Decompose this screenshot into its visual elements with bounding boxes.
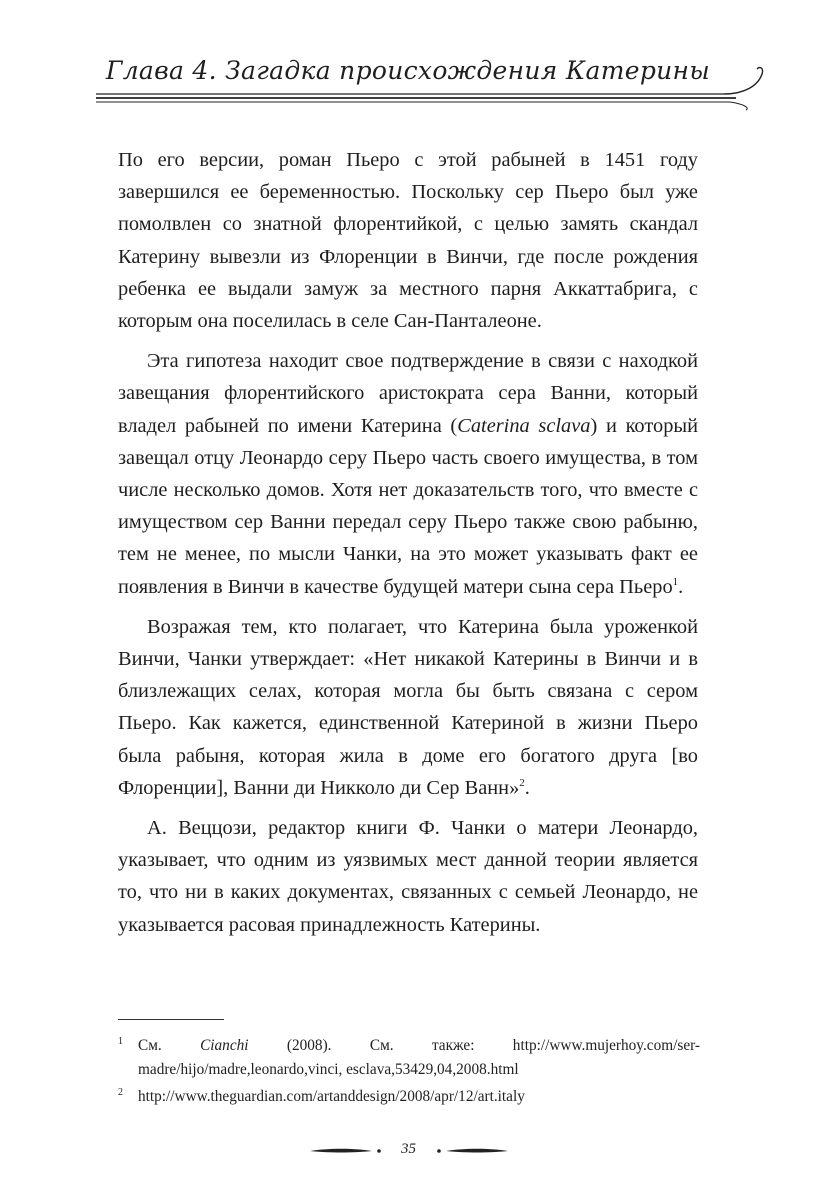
paragraph-4: А. Веццози, редактор книги Ф. Чанки о матери Леонардо, указывает, что одним из уязвимых мест данной теории является то, что ни в каких документах, связанных с семьей Леонардо, не указывается расовая принадлежность Катерины.: [118, 817, 698, 936]
footnote-1-author: Cianchi: [200, 1037, 249, 1054]
body-text: [118, 144, 698, 949]
footnote-1-prefix: См.: [138, 1037, 201, 1054]
chapter-title: Глава 4. Загадка происхождения Катерины: [105, 56, 710, 85]
paragraph-1: По его версии, роман Пьеро с этой рабыней в 1451 году завершился ее беременностью. Поскольку сер Пьеро был уже помолвлен со знатной флорентийкой, с целью замять скандал Катерину вывезли из Флоренции в Винчи, где после рождения ребенка ее выдали замуж за местного парня Аккаттабрига, с которым она поселилась в селе Сан-Панталеоне.: [118, 149, 698, 333]
footnote-2: [118, 1085, 700, 1109]
footnote-ref-2[interactable]: 2: [519, 776, 525, 789]
footnote-1-text: [138, 1034, 700, 1081]
footer-ornament-right: [432, 1140, 510, 1160]
footnotes: [118, 1034, 700, 1113]
footnote-separator: [118, 1019, 224, 1020]
paragraph-2-latin-term: Caterina sclava: [457, 414, 591, 437]
footnote-1: [118, 1034, 700, 1081]
footnote-ref-1[interactable]: 1: [672, 575, 679, 588]
footnote-1-mark: 1: [118, 1036, 123, 1047]
paragraph-2: Эта гипотеза находит свое подтверждение в связи с находкой завещания флорентийского аристократа сера Ванни, который владел рабыней по имени Катерина (Caterina sclava) и который завещал отцу Леонардо серу Пьеро часть своего имущества, в том числе несколько домов. Хотя нет доказательств того, что вместе с имуществом сер Ванни передал серу Пьеро также свою рабыню, тем не менее, по мысли Чанки, на это может указывать факт ее появления в Винчи в качестве будущей матери сына сера Пьеро$^1$.: [118, 350, 699, 598]
footnote-2-link[interactable]: http://www.theguardian.com/artanddesign/2008/apr/12/art.italy: [138, 1088, 525, 1105]
page-footer: [0, 1140, 817, 1164]
footnote-1-link[interactable]: (2008). См. также: http://www.mujerhoy.com/ser-madre/hijo/madre,leonardo,vinci, esclava,53429,04,2008.html: [138, 1037, 700, 1078]
paragraph-2-text-a: Эта гипотеза находит свое подтверждение в связи с находкой завещания флорентийского аристократа сера Ванни, который владел рабыней по имени Катерина (: [118, 350, 698, 437]
page-number: 35: [401, 1141, 416, 1157]
paragraph-2-text-b: ) и который завещал отцу Леонардо серу Пьеро часть своего имущества, в том числе несколько домов. Хотя нет доказательств того, что вместе с имуществом сер Ванни передал серу Пьеро также свою рабыню, тем не менее, по мысли Чанки, на это может указывать факт ее появления в Винчи в качестве будущей матери сына сера Пьеро: [118, 414, 699, 598]
running-header: [96, 36, 768, 114]
paragraph-3-text: Возражая тем, кто полагает, что Катерина была уроженкой Винчи, Чанки утверждает: «Нет никакой Катерины в Винчи и в близлежащих селах, которая могла бы быть связана с сером Пьеро. Как кажется, единственной Катериной в жизни Пьеро была рабыня, которая жила в доме его богатого друга [во Флоренции], Ванни ди Никколо ди Сер Ванн»: [118, 615, 698, 799]
paragraph-3: Возражая тем, кто полагает, что Катерина была уроженкой Винчи, Чанки утверждает: «Нет никакой Катерины в Винчи и в близлежащих селах, которая могла бы быть связана с сером Пьеро. Как кажется, единственной Катериной в жизни Пьеро была рабыня, которая жила в доме его богатого друга [во Флоренции], Ванни ди Никколо ди Сер Ванн»$^2$.: [118, 615, 698, 799]
header-decorative-rule: [96, 36, 768, 114]
footnote-2-mark: 2: [118, 1087, 123, 1098]
